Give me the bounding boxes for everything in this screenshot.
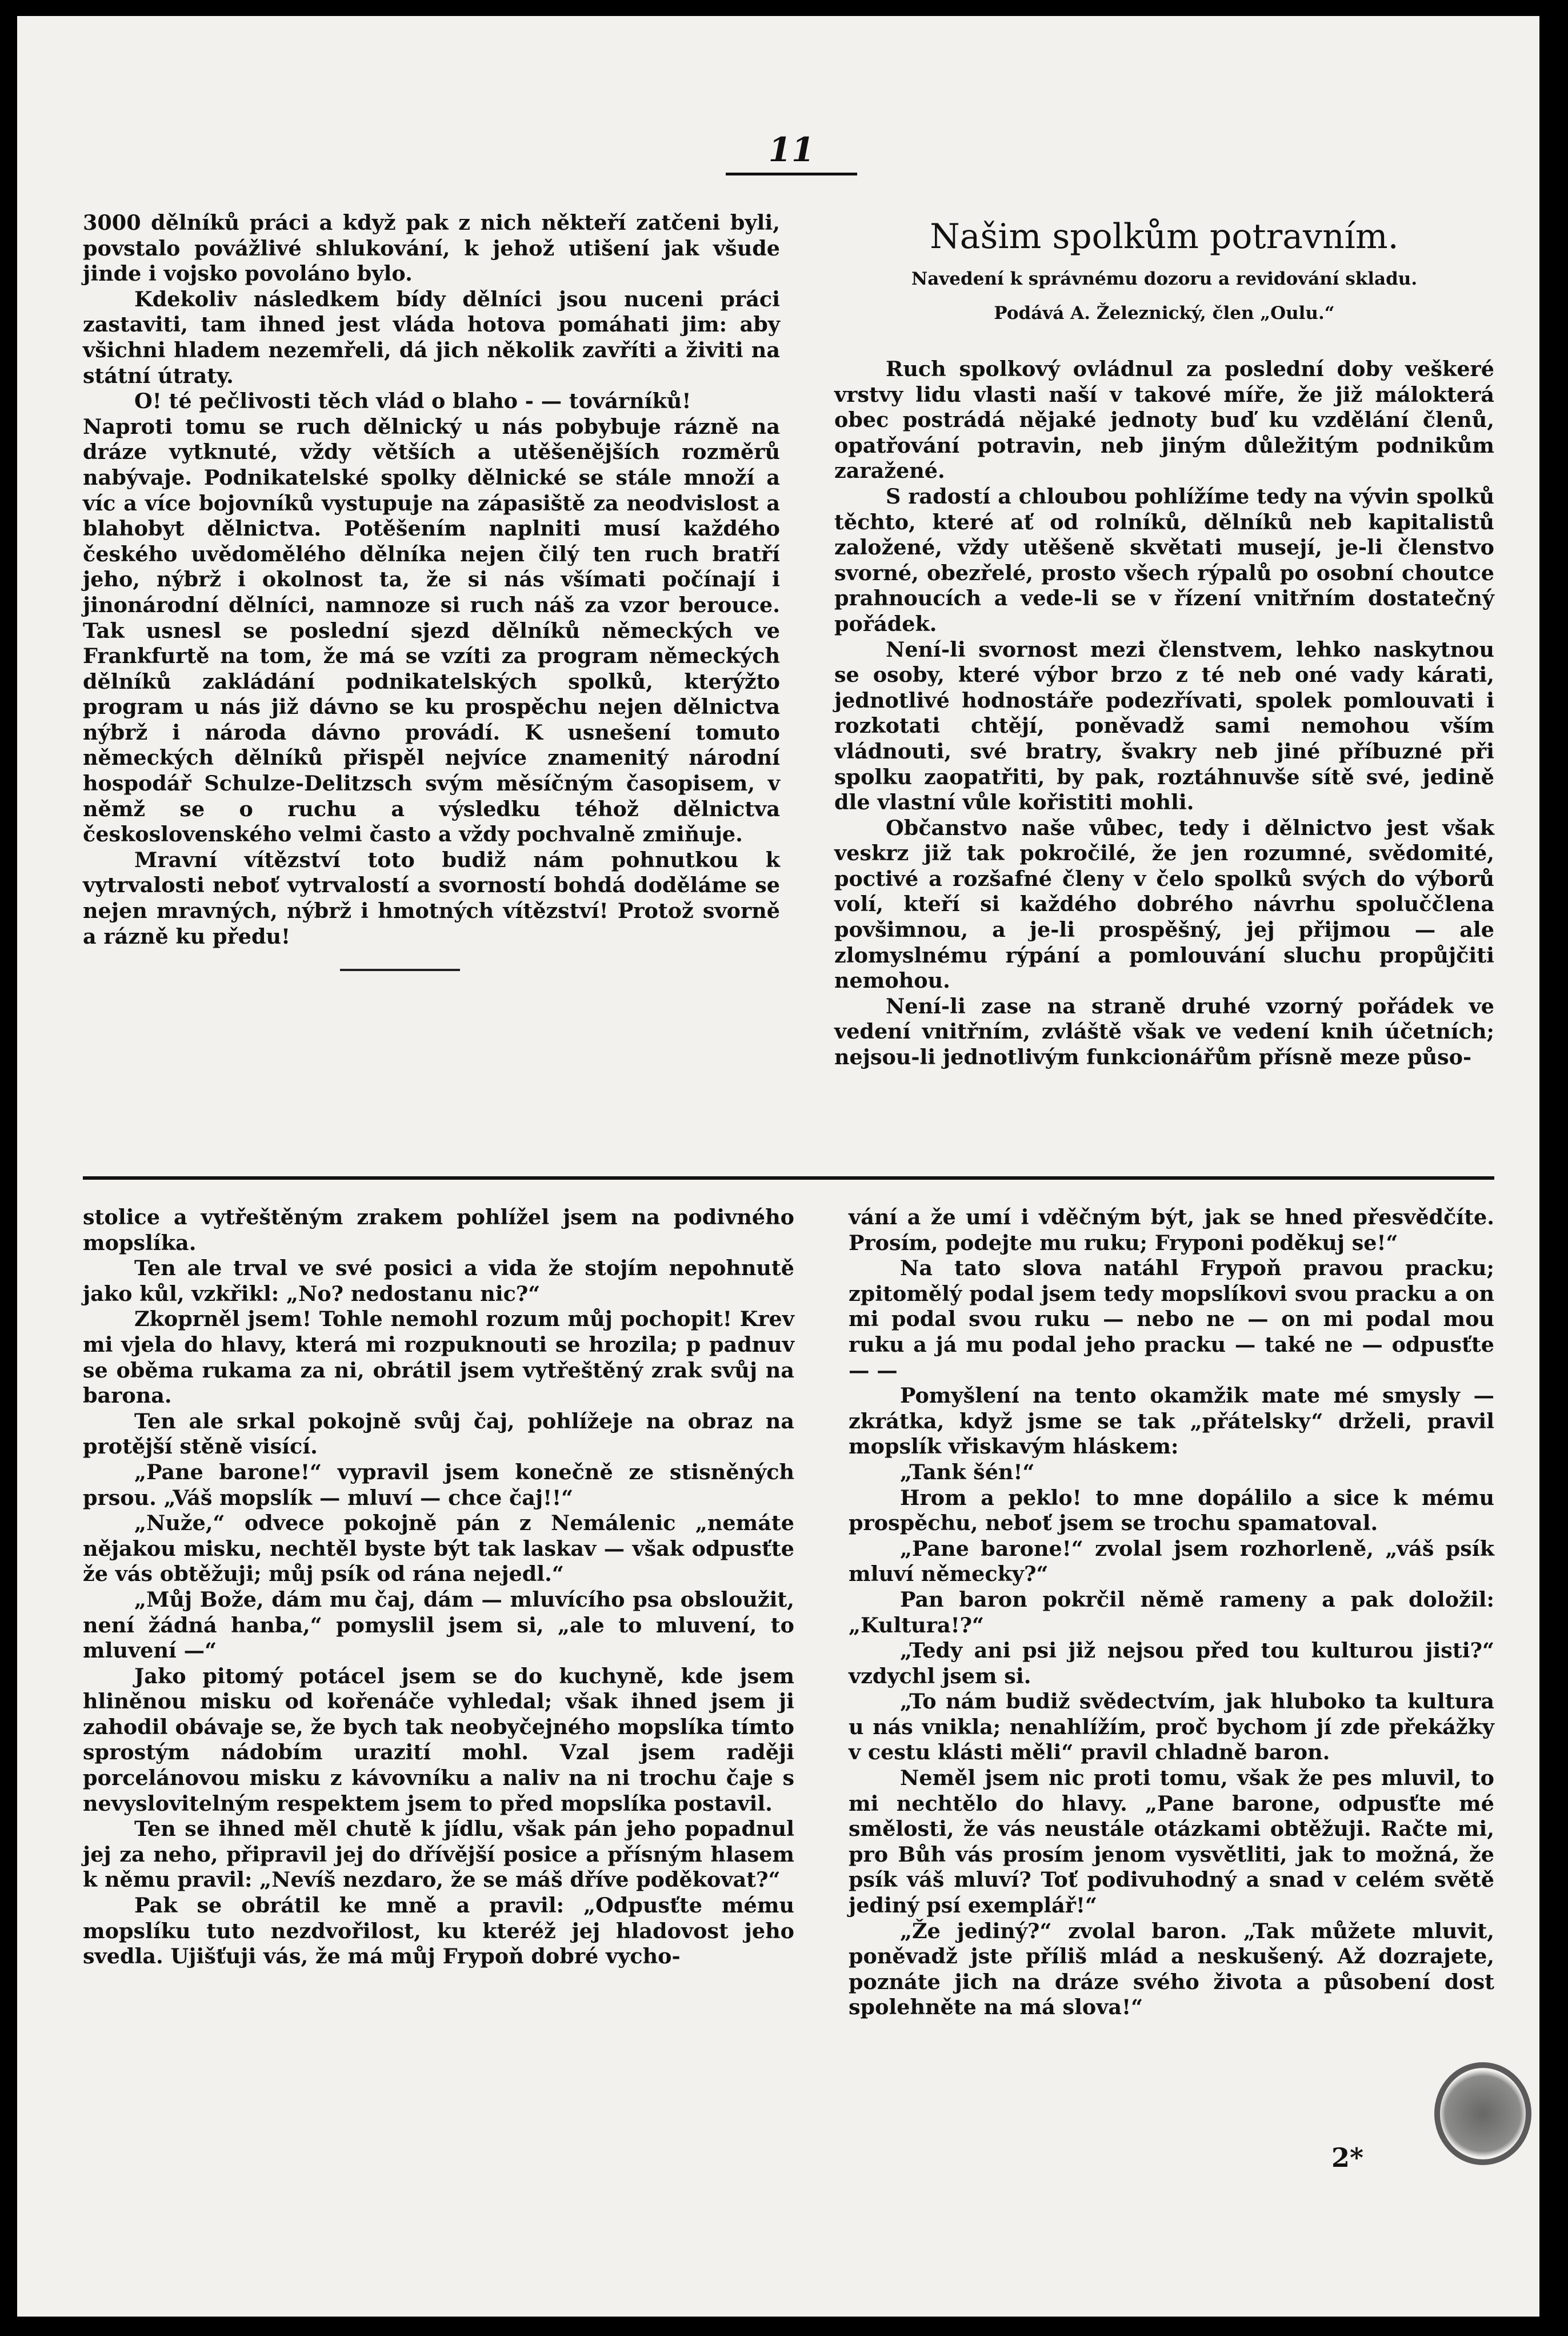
paragraph: Zkoprněl jsem! Tohle nemohl rozum můj pochopit! Krev mi vjela do hlavy, která mi rozpuknouti se hrozila; p padnuv se oběma rukama za ni, obrátil jsem vytřeštěný zrak svůj na barona. [83, 1307, 794, 1408]
newspaper-page [17, 16, 1539, 2317]
lower-right-column [849, 1205, 1494, 2020]
paragraph: stolice a vytřeštěným zrakem pohlížel jsem na podivného mopslíka. [83, 1205, 794, 1255]
paragraph: Mravní vítězství toto budiž nám pohnutkou k vytrvalosti neboť vytrvalostí a svorností bohdá doděláme se nejen mravných, nýbrž i hmotných vítězství! Protož svorně a rázně ku předu! [83, 847, 780, 949]
paragraph: „Tedy ani psi již nejsou před tou kulturou jisti?“ vzdychl jsem si. [849, 1638, 1494, 1688]
paragraph: „Tank šén!“ [900, 1459, 1035, 1484]
paragraph: „Pane barone!“ vypravil jsem konečně ze stisněných prsou. „Váš mopslík — mluví — chce čaj!!“ [83, 1459, 794, 1510]
paragraph: Na tato slova natáhl Frypoň pravou pracku; zpitomělý podal jsem tedy mopslíkovi svou pracku a on mi podal svou ruku — nebo ne — on mi podal mou ruku a já mu podal jeho pracku — také ne — odpusťte — — [849, 1256, 1494, 1383]
upper-right-column [834, 210, 1494, 1071]
library-stamp [1434, 2062, 1531, 2165]
paragraph: „Nuže,“ odvece pokojně pán z Nemálenic „nemáte nějakou misku, nechtěl byste být tak laskav — však odpusťte že vás obtěžuji; můj psík od rána nejedl.“ [83, 1511, 794, 1587]
paragraph: Není-li svornost mezi členstvem, lehko naskytnou se osoby, které výbor brzo z té neb oné vady kárati, jednotlivé hodnostáře podezřívati, spolek pomlouvati i rozkotati chtějí, poněvadž sami nemohou vším vládnouti, své bratry, švakry neb jiné příbuzné při spolku zaopatřiti, by pak, roztáhnuvše sítě své, jedině dle vlastní vůle kořistiti mohli. [834, 637, 1494, 815]
paragraph: „Můj Bože, dám mu čaj, dám — mluvícího psa obsloužit, není žádná hanba,“ pomyslil jsem si, „ale to mluvení, to mluvení —“ [83, 1587, 794, 1663]
signature-mark: 2* [1331, 2142, 1364, 2173]
paragraph: 3000 dělníků práci a když pak z nich někteří zatčeni byli, povstalo povážlivé shlukování, k jehož utišení jak všude jinde i vojsko povoláno bylo. [83, 210, 780, 286]
paragraph: „To nám budiž svědectvím, jak hluboko ta kultura u nás vnikla; nenahlížím, proč bychom jí zde překážky v cestu klásti měli“ pravil chladně baron. [849, 1689, 1494, 1765]
paragraph: Ruch spolkový ovládnul za poslední doby veškeré vrstvy lidu vlasti naší v takové míře, že již málokterá obec postrádá nějaké jednoty buď ku vzdělání členů, opatřování potravin, neb jiným důležitým podnikům zaražené. [834, 357, 1494, 484]
paragraph: Pak se obrátil ke mně a pravil: „Odpusťte mému mopslíku tuto nezdvořilost, ku kteréž jej hladovost jeho svedla. Ujišťuji vás, že má můj Frypoň dobré vycho- [83, 1893, 794, 1969]
paragraph: vání a že umí i vděčným být, jak se hned přesvědčíte. Prosím, podejte mu ruku; Fryponi poděkuj se!“ [849, 1205, 1494, 1255]
paragraph: Ten ale srkal pokojně svůj čaj, pohlížeje na obraz na protější stěně visící. [83, 1408, 794, 1459]
paragraph: Pan baron pokrčil němě rameny a pak doložil: „Kultura!?“ [849, 1587, 1494, 1638]
paragraph: Naproti tomu se ruch dělnický u nás pobybuje rázně na dráze vytknuté, vždy větších a utěšenějších rozměrů nabývaje. Podnikatelské spolky dělnické se stále množí a víc a více bojovníků vystupuje na zápasiště za neodvislost a blahobyt dělnictva. Potěšením naplniti musí každého českého uvědomělého dělníka nejen čilý ten ruch bratří jeho, nýbrž i okolnost ta, že si nás všímati počínají i jinonárodní dělníci, namnoze si ruch náš za vzor berouce. Tak usnesl se poslední sjezd dělníků německých ve Frankfurtě na tom, že má se vzíti za program německých dělníků zakládání podnikatelských spolků, kterýžto program u nás již dávno se ku prospěchu nejen dělnictva nýbrž i národa dávno provádí. K usnešení tomuto německých dělníků přispěl nejvíce znamenitý národní hospodář Schulze-Delitzsch svým měsíčným časopisem, v němž se o ruchu a výsledku téhož dělnictva československého velmi často a vždy pochvalně zmiňuje. [83, 414, 780, 847]
paragraph: Není-li zase na straně druhé vzorný pořádek ve vedení vnitřním, zvláště však ve vedení knih účetních; nejsou-li jednotlivým funkcionářům přísně meze půso- [834, 993, 1494, 1070]
paragraph: Ten se ihned měl chutě k jídlu, však pán jeho popadnul jej za neho, připravil jej do dřívější posice a přísným hlasem k němu pravil: „Nevíš nezdaro, že se máš dříve poděkovat?“ [83, 1816, 794, 1892]
upper-left-column [83, 210, 780, 971]
article-title: Našim spolkům potravním. [930, 217, 1399, 257]
paragraph: S radostí a chloubou pohlížíme tedy na vývin spolků těchto, které ať od rolníků, dělníků neb kapitalistů založené, vždy utěšeně skvětati musejí, je-li členstvo svorné, obezřelé, prosto všech rýpalů po osobní choutce prahnoucích a vede-li se v řízení vnitřním dostatečný pořádek. [834, 484, 1494, 636]
article-end-rule [340, 969, 460, 971]
feuilleton-separator-line [83, 1176, 1494, 1180]
paragraph: Ten ale trval ve své posici a vida že stojím nepohnutě jako kůl, vzkřikl: „No? nedostanu nic?“ [83, 1256, 794, 1306]
page-number: 11 [726, 130, 857, 175]
paragraph: Pomyšlení na tento okamžik mate mé smysly — zkrátka, když jsme se tak „přátelsky“ drželi, pravil mopslík vřiskavým hláskem: [849, 1383, 1494, 1459]
paragraph: Kdekoliv následkem bídy dělníci jsou nuceni práci zastaviti, tam ihned jest vláda hotova pomáhati jim: aby všichni hladem nezemřeli, dá jich několik zavříti a živiti na státní útraty. [83, 286, 780, 388]
paragraph: Občanstvo naše vůbec, tedy i dělnictvo jest však veskrz již tak pokročilé, že jen rozumné, svědomité, poctivé a rozšafné členy v čelo spolků svých do výborů volí, kteří si každého dobrého návrhu spoluččlena povšimnou, a je-li prospěšný, jej přijmou — ale zlomyslnému rýpání a pomlouvání sluchu propůjčiti nemohou. [834, 815, 1494, 993]
paragraph: O! té pečlivosti těch vlád o blaho - — továrníků! [134, 389, 691, 414]
paragraph: „Že jediný?“ zvolal baron. „Tak můžete mluvit, poněvadž jste příliš mlád a neskušený. Až dozrajete, poznáte jich na dráze svého života a působení dost spolehněte na má slova!“ [849, 1918, 1494, 2020]
article-author: Podává A. Železnický, člen „Oulu.“ [994, 303, 1335, 324]
paragraph: Jako pitomý potácel jsem se do kuchyně, kde jsem hliněnou misku od kořenáče vyhledal; však ihned jsem ji zahodil obávaje se, že bych tak neobyčejného mopslíka tímto sprostým nádobím urazití mohl. Vzal jsem raději porcelánovou misku z kávovníku a naliv na ni trochu čaje s nevyslovitelným respektem jsem to před mopslíka postavil. [83, 1663, 794, 1816]
article-subtitle: Navedení k správnému dozoru a revidování skladu. [911, 269, 1418, 289]
paragraph: Neměl jsem nic proti tomu, však že pes mluvil, to mi nechtělo do hlavy. „Pane barone, odpusťte mé smělosti, že vás neustále otázkami obtěžuji. Račte mi, pro Bůh vás prosím jenom vysvětliti, jak to možná, že psík váš mluví? Toť podivuhodný a snad v celém světě jediný psí exemplář!“ [849, 1766, 1494, 1918]
paragraph: „Pane barone!“ zvolal jsem rozhorleně, „váš psík mluví německy?“ [849, 1536, 1494, 1587]
lower-left-column [83, 1205, 794, 1970]
paragraph: Hrom a peklo! to mne dopálilo a sice k mému prospěchu, neboť jsem se trochu spamatoval. [849, 1485, 1494, 1536]
